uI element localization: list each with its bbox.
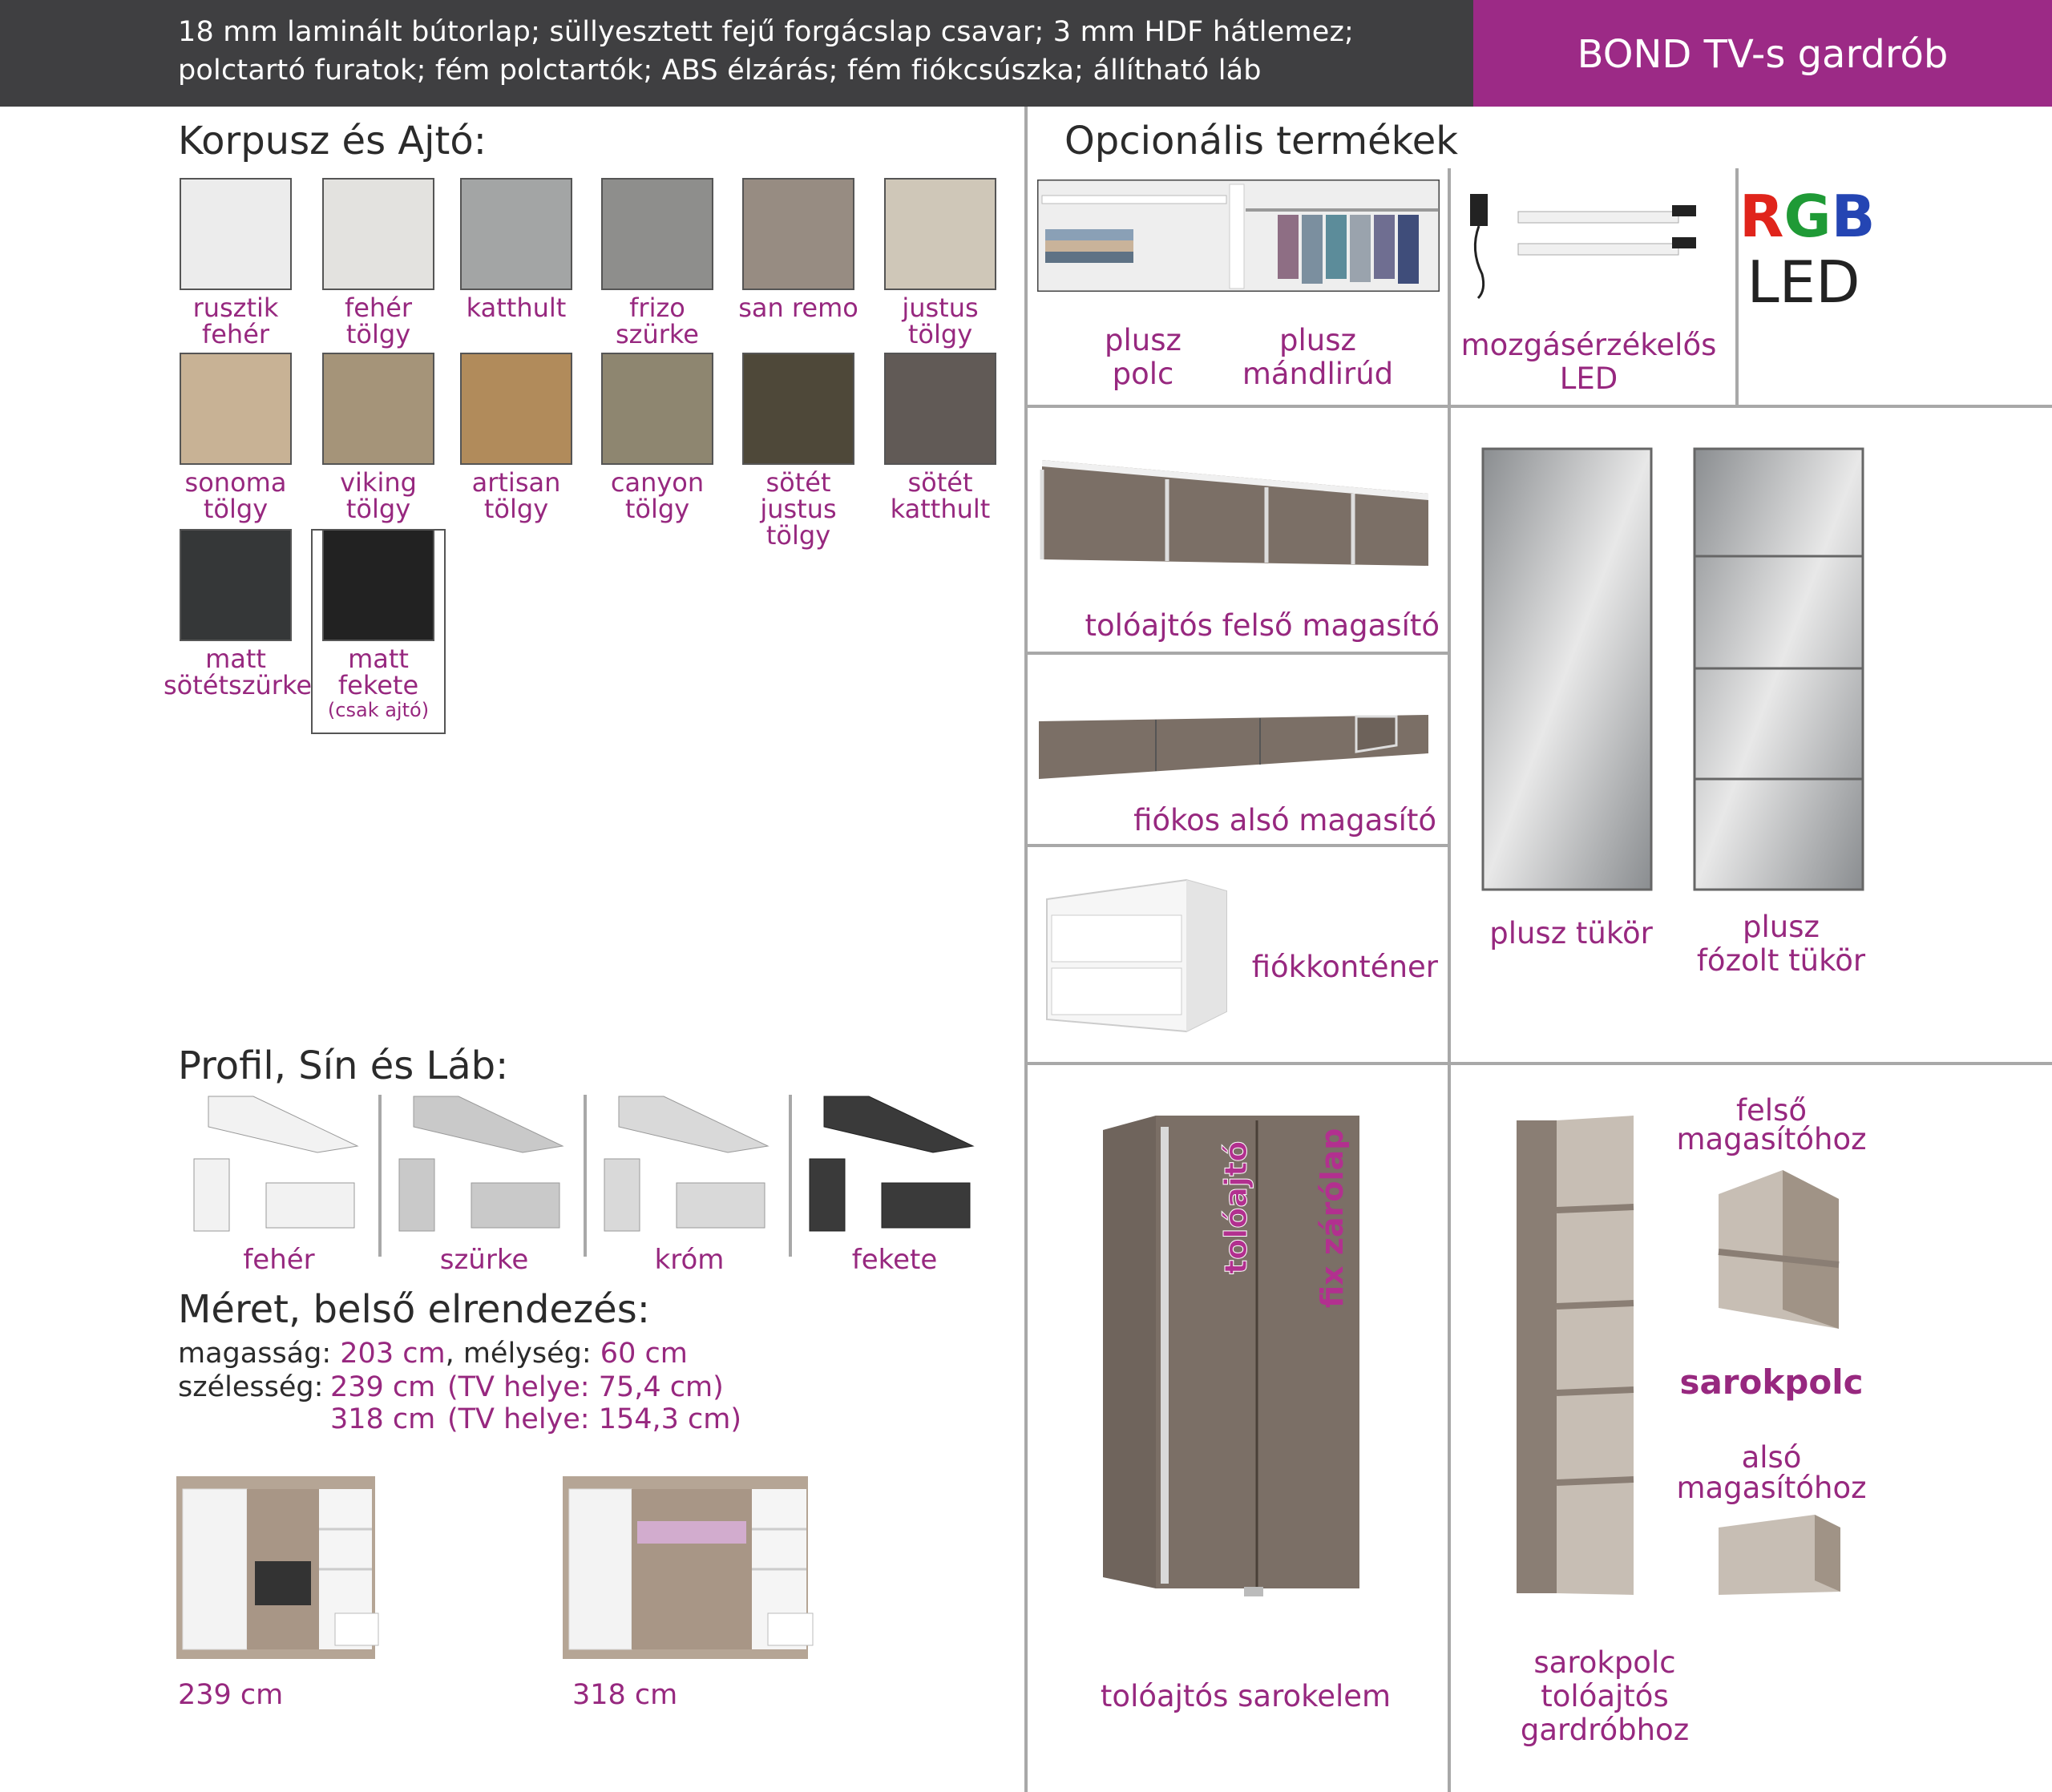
swatch-label [164, 467, 308, 524]
profile-label: szürke [439, 1244, 529, 1276]
wardrobe-239-label: 239 cm [178, 1679, 284, 1711]
row-divider-4 [1028, 1062, 2052, 1065]
swatch-label [444, 467, 588, 524]
rgb-g: G [1783, 183, 1832, 250]
depth-value: 60 cm [600, 1338, 688, 1370]
fix-zarolap-text: fix zárólap [1315, 1128, 1350, 1308]
plusz-tukor-label: plusz tükör [1489, 916, 1653, 950]
swatch-label [444, 295, 588, 321]
profile-set-image [189, 1095, 366, 1239]
sarokpolc-title: sarokpolc [1679, 1362, 1864, 1402]
width-1: 239 cm [330, 1371, 436, 1403]
rgb-logo [1739, 183, 1876, 250]
fiokos-also-label: fiókos alsó magasító [1133, 803, 1436, 837]
profile-divider [789, 1095, 792, 1257]
profile-label: fekete [851, 1244, 938, 1276]
tv-width-1: (TV helye: 75,4 cm) [447, 1371, 724, 1403]
profile-set-image [600, 1095, 776, 1239]
profile-divider [378, 1095, 382, 1257]
swatch-label [585, 295, 729, 348]
bottom-drawer-image [1036, 713, 1433, 785]
mirror-panel-image [1481, 447, 1654, 893]
profile-set-image [394, 1095, 571, 1239]
plusz-mandlirud-l1: plusz [1279, 323, 1356, 357]
swatch-label-l2: fehér [201, 319, 270, 349]
frosted-mirror-image [1693, 447, 1866, 893]
wardrobe-239-image [175, 1473, 383, 1665]
width-label: szélesség: [178, 1371, 324, 1403]
spec-line-2: polctartó furatok; fém polctartók; ABS élzárás; fém fiókcsúszka; állítható láb [178, 54, 1262, 87]
felso-magasito-label: tolóajtós felső magasító [1085, 608, 1440, 643]
swatch-tile [460, 178, 572, 290]
fix-zarolap-vertical [1307, 1128, 1355, 1330]
profile-label: króm [654, 1244, 725, 1276]
swatch-label-l2: fekete [337, 670, 419, 700]
sarokpolc-gardrobhoz-l1: sarokpolc [1533, 1645, 1676, 1680]
profile-set-image [805, 1095, 981, 1239]
swatch-label [868, 295, 1012, 348]
swatch-label [164, 295, 308, 348]
wardrobe-318-label: 318 cm [572, 1679, 678, 1711]
row-divider-1 [1028, 405, 2052, 408]
swatch-label-l1: artisan [471, 467, 561, 498]
swatch-tile [322, 178, 434, 290]
swatch-label-l2: tölgy [345, 319, 411, 349]
drawer-container-image [1042, 875, 1234, 1035]
also-magasitohoz-l2: magasítóhoz [1676, 1471, 1867, 1505]
plusz-polc-l2: polc [1112, 357, 1174, 391]
profile-divider [584, 1095, 587, 1257]
led-l2: LED [1559, 361, 1618, 396]
swatch-tile [180, 353, 292, 465]
swatch-label-l2: tölgy [907, 319, 973, 349]
rgb-b: B [1831, 183, 1876, 250]
swatch-label-l2: tölgy [345, 494, 411, 524]
toloajto-text: tolóajtó [1218, 1140, 1254, 1274]
toloajto-vertical [1210, 1138, 1258, 1330]
swatch-tile [742, 178, 854, 290]
right-divider [1448, 168, 1451, 1063]
swatch-label [868, 467, 1012, 524]
swatch-tile [322, 353, 434, 465]
swatch-label [585, 467, 729, 524]
sarokelem-label: tolóajtós sarokelem [1100, 1679, 1392, 1713]
swatch-tile [884, 353, 996, 465]
rgb-r: R [1739, 183, 1784, 250]
wardrobe-318-image [561, 1473, 818, 1665]
felso-magasitohoz-l1: felső [1736, 1093, 1807, 1128]
fozolt-tukor-label [1677, 910, 1885, 978]
sarokpolc-gardrobhoz-l2: tolóajtós gardróbhoz [1520, 1679, 1690, 1747]
swatch-label-l1: katthult [466, 293, 567, 323]
corner-shelf-image [1513, 1114, 1638, 1603]
also-magasitohoz-l1: alsó [1741, 1440, 1802, 1475]
korpusz-heading: Korpusz és Ajtó: [178, 119, 487, 163]
opcionalis-heading: Opcionális termékek [1064, 119, 1459, 163]
led-l1: mozgásérzékelős [1460, 328, 1717, 362]
spec-line-1: 18 mm laminált bútorlap; süllyesztett fejű forgácslap csavar; 3 mm HDF hátlemez; [178, 16, 1355, 48]
swatch-label-l1: san remo [738, 293, 858, 323]
swatch-label [726, 295, 870, 321]
swatch-label-l2: tölgy [203, 494, 269, 524]
height-value: 203 cm [340, 1338, 446, 1370]
swatch-label-l1: canyon [610, 467, 705, 498]
fiokkontener-label: fiókkonténer [1251, 950, 1438, 984]
plusz-polc-l1: plusz [1105, 323, 1182, 357]
also-magasitohoz-label [1667, 1440, 1876, 1505]
profile-label: fehér [243, 1244, 315, 1276]
swatch-tile [460, 353, 572, 465]
swatch-tile [180, 529, 292, 641]
bottom-shelf-extension-image [1715, 1511, 1844, 1600]
fozolt-l2: fózolt tükör [1696, 943, 1866, 978]
swatch-label-l2: tölgy [624, 494, 690, 524]
depth-label: , mélység: [445, 1338, 592, 1370]
rgb-led-text: LED [1747, 248, 1860, 316]
meret-heading: Méret, belső elrendezés: [178, 1287, 650, 1332]
fozolt-l1: plusz [1743, 910, 1820, 944]
swatch-label-l2: justus tölgy [760, 494, 837, 551]
led-strip-image [1462, 178, 1719, 306]
profil-heading: Profil, Sín és Láb: [178, 1043, 509, 1088]
swatch-label-l1: sötét [765, 467, 831, 498]
tv-width-2: (TV helye: 154,3 cm) [447, 1403, 742, 1435]
swatch-label-l1: fehér [344, 293, 413, 323]
swatch-label-l3: (csak ajtó) [327, 699, 430, 721]
top-extension-image [1039, 454, 1432, 574]
rgb-divider [1735, 168, 1739, 407]
swatch-label-l1: viking [340, 467, 417, 498]
swatch-label-l2: katthult [890, 494, 991, 524]
swatch-label-l1: frizo [629, 293, 685, 323]
swatch-label-l1: rusztik [192, 293, 279, 323]
door-only-frame [311, 529, 446, 734]
swatch-label-l1: matt [348, 644, 409, 674]
felso-magasitohoz-l2: magasítóhoz [1676, 1122, 1867, 1156]
swatch-label [306, 295, 450, 348]
swatch-label [726, 467, 870, 551]
swatch-label-l2: szürke [616, 319, 699, 349]
plusz-mandlirud-label [1230, 324, 1406, 391]
swatch-tile [884, 178, 996, 290]
sarokpolc-gardrobhoz-label [1452, 1646, 1757, 1747]
product-title: BOND TV-s gardrób [1577, 32, 1949, 77]
height-depth-line [178, 1337, 688, 1370]
swatch-label-l1: sötét [907, 467, 973, 498]
plusz-mandlirud-l2: mándlirúd [1242, 357, 1394, 391]
swatch-tile [601, 178, 713, 290]
swatch-label [164, 644, 313, 700]
swatch-label-l1: sonoma [184, 467, 287, 498]
swatch-tile [742, 353, 854, 465]
width-2: 318 cm [330, 1403, 436, 1435]
swatch-label-l1: justus [902, 293, 979, 323]
swatch-label-l2: sötétszürke [164, 670, 313, 700]
swatch-tile [601, 353, 713, 465]
swatch-label [306, 467, 450, 524]
shelf-rod-image [1037, 180, 1440, 292]
height-label: magasság: [178, 1338, 332, 1370]
swatch-label-l2: tölgy [483, 494, 549, 524]
plusz-polc-label [1079, 324, 1207, 391]
swatch-tile [180, 178, 292, 290]
row-divider-3 [1028, 844, 1449, 847]
row-divider-2 [1028, 652, 1449, 655]
main-divider [1024, 107, 1028, 1792]
top-shelf-extension-image [1715, 1165, 1844, 1342]
swatch-label-l1: matt [205, 644, 266, 674]
led-label [1452, 329, 1725, 396]
felso-magasitohoz-label [1667, 1093, 1876, 1156]
